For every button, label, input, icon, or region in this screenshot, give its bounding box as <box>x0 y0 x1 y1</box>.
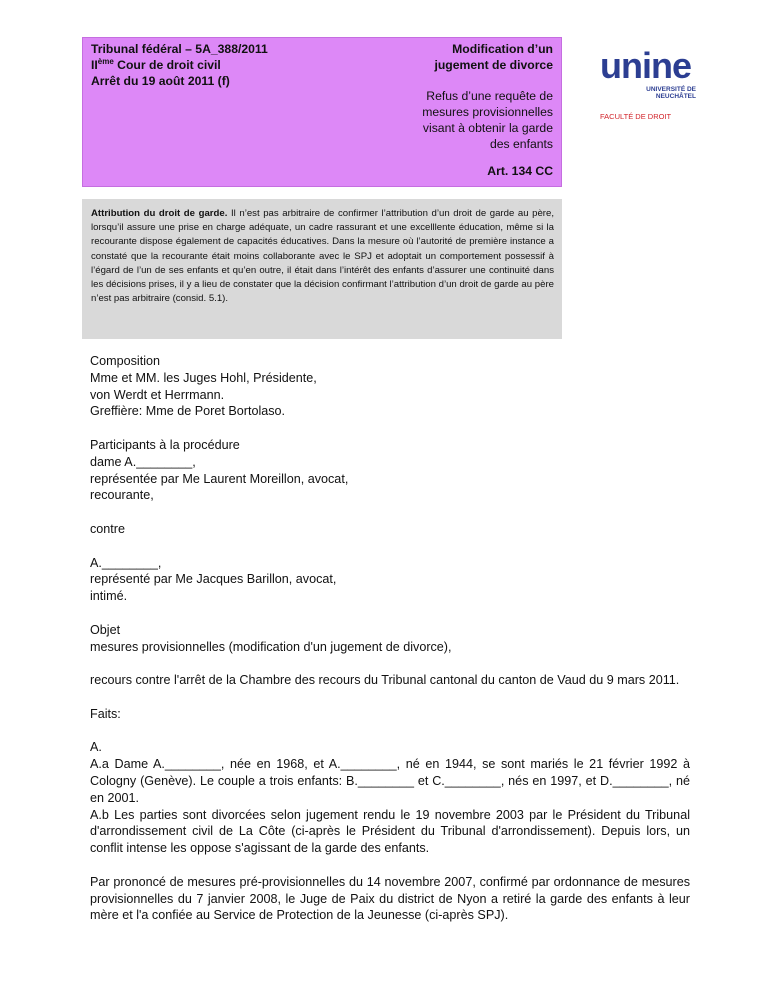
paragraph-a-b: A.b Les parties sont divorcées selon jugement rendu le 19 novembre 2003 par le Président du Tribunal d'arrondissement civil de La Côte (ci-après le Président du Tribunal d'arrondissement). Depuis lors, un conflit intense les oppose s'agissant de la garde des enfants. <box>90 807 690 856</box>
faits-heading: Faits: <box>90 706 121 721</box>
contre-label: contre <box>90 521 126 536</box>
article-reference: Art. 134 CC <box>487 164 553 178</box>
decision-body <box>90 353 690 924</box>
abstract-box <box>82 199 562 339</box>
logo-university-name: UNIVERSITÉ DE NEUCHÂTEL <box>646 86 696 100</box>
recours-paragraph: recours contre l'arrêt de la Chambre des recours du Tribunal cantonal du canton de Vaud du 9 mars 2011. <box>90 673 680 688</box>
participants-block: Participants à la procédure dame A.________, représentée par Me Laurent Moreillon, avocat, recourante, <box>90 437 349 503</box>
decision-date: Arrêt du 19 août 2011 (f) <box>91 74 230 88</box>
objet-block: Objet mesures provisionnelles (modification d'un jugement de divorce), <box>90 622 452 654</box>
decision-header-box <box>82 37 562 187</box>
university-logo <box>600 45 712 121</box>
paragraph-a-a: A.a Dame A.________, née en 1968, et A.________, né en 1944, se sont mariés le 21 février 1992 à Cologny (Genève). Le couple a trois enfants: B.________ et C.________, nés en 1997, et D.________, né en 2001. <box>90 757 690 805</box>
abstract-lead: Attribution du droit de garde. <box>91 208 228 219</box>
decision-description: Refus d’une requête de mesures provisionnelles visant à obtenir la garde des enfants <box>422 89 553 151</box>
case-reference <box>91 41 268 89</box>
logo-wordmark: unine <box>600 45 691 86</box>
section-a-heading: A. <box>90 740 102 755</box>
respondent-block: A.________, représenté par Me Jacques Barillon, avocat, intimé. <box>90 555 337 604</box>
abstract-text: Il n’est pas arbitraire de confirmer l’attribution d’un droit de garde au père, lorsqu’il assure une prise en charge adéquate, un cadre rassurant et une excelllente éducation, même si la recourante dispose également de capacités éducatives. Dans la mesure où l’autorité de première instance a constaté que la recourante était moins collaborante avec le SPJ et adoptait un comportement possessif à l’égard de l’un de ses enfants et qu’en outre, il était dans l’intérêt des enfants d’assurer une continuité dans les décisions prises, il y a lieu de constater que la décision confirmant l’attribution d’un droit de garde au père n’est pas arbitraire (consid. 5.1). <box>91 208 554 305</box>
decision-title: Modification d’un jugement de divorce <box>434 42 553 72</box>
composition-block: Composition Mme et MM. les Juges Hohl, Présidente, von Werdt et Herrmann. Greffière: Mme de Poret Bortolaso. <box>90 354 317 419</box>
chamber-name: IIème Cour de droit civil <box>91 56 221 72</box>
paragraph-measures: Par prononcé de mesures pré-provisionnelles du 14 novembre 2007, confirmé par ordonnance de mesures provisionnelles du 7 janvier 2008, le Juge de Paix du district de Nyon a retiré la garde des enfants à leur mère et l'a confiée au Service de Protection de la Jeunesse (ci-après SPJ). <box>90 874 690 923</box>
faculty-name: FACULTÉ DE DROIT <box>600 112 672 121</box>
court-name: Tribunal fédéral – 5A_388/2011 <box>91 42 268 56</box>
